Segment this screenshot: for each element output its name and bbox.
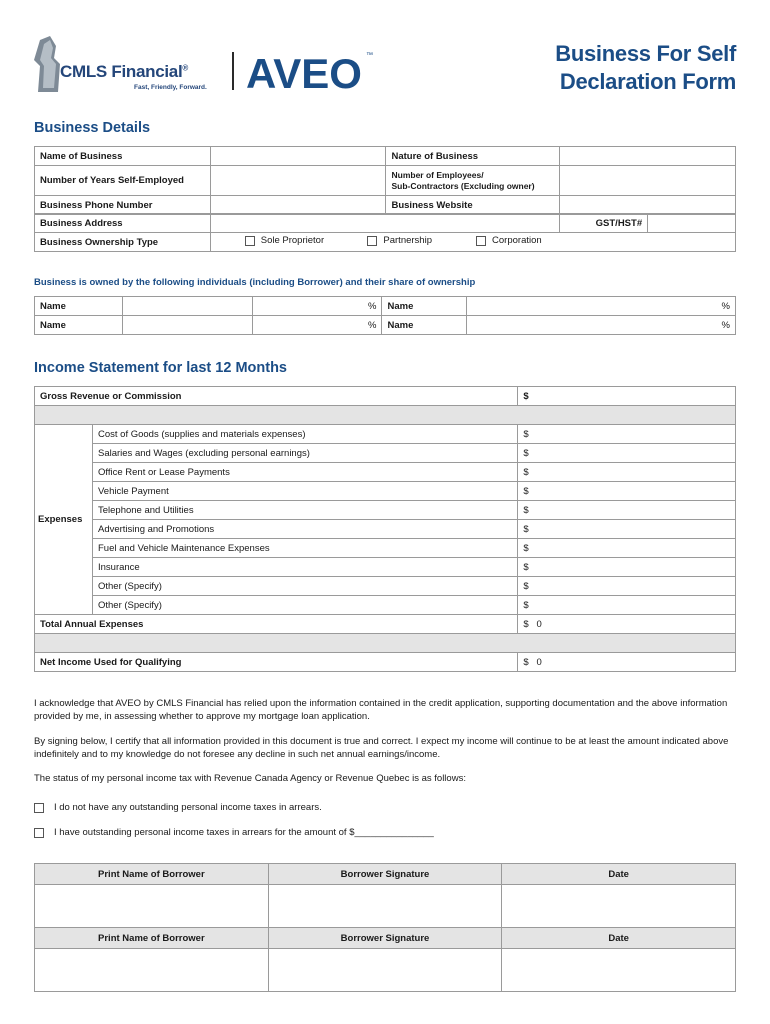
business-address-table [34, 213, 736, 252]
expense-item-field[interactable]: $ [518, 425, 736, 444]
aveo-logo: AVEO [246, 50, 362, 97]
owner-name-field[interactable] [122, 297, 252, 316]
logo-divider [232, 52, 234, 90]
signature-field[interactable] [268, 885, 502, 928]
expense-item-label: Vehicle Payment [92, 482, 517, 501]
form-title-line2: Declaration Form [559, 69, 736, 94]
print-name-header: Print Name of Borrower [35, 864, 269, 885]
owner-percent-field[interactable]: % [467, 316, 736, 335]
expense-item-label: Cost of Goods (supplies and materials expenses) [92, 425, 517, 444]
certification-paragraph: By signing below, I certify that all information provided in this document is true and correct. I expect my income will continue to be at least the amount indicated above indefinitely and to my knowledge do not foresee any decline in such net annual earnings/income. [34, 736, 729, 760]
phone-label: Business Phone Number [35, 196, 211, 215]
cmls-logo [34, 36, 234, 98]
acknowledgement-paragraph: I acknowledge that AVEO by CMLS Financial has relied upon the information contained in the credit application, supporting documentation and the above information provided by me, in assessing whether to approve my mortgage loan application. [34, 698, 728, 722]
owner-percent-field[interactable]: % [467, 297, 736, 316]
ownership-type-label: Business Ownership Type [35, 233, 211, 252]
cmls-emblem-icon [34, 36, 62, 92]
ownership-note: Business is owned by the following individuals (including Borrower) and their share of ownership [34, 277, 476, 288]
business-details-title: Business Details [34, 120, 151, 136]
expense-item-label: Telephone and Utilities [92, 501, 517, 520]
phone-field[interactable] [210, 196, 386, 215]
expense-item-label: Other (Specify) [92, 577, 517, 596]
checkbox[interactable] [245, 236, 255, 246]
signature-header: Borrower Signature [268, 864, 502, 885]
expense-item-label: Other (Specify) [92, 596, 517, 615]
owner-name-label: Name [382, 297, 467, 316]
expense-item-field[interactable]: $ [518, 596, 736, 615]
employees-label: Number of Employees/ Sub-Contractors (Excluding owner) [386, 166, 560, 196]
spacer-row [35, 406, 736, 425]
nature-of-business-field[interactable] [560, 147, 736, 166]
expense-item-field[interactable]: $ [518, 444, 736, 463]
total-expenses-label: Total Annual Expenses [35, 615, 518, 634]
gst-label: GST/HST# [560, 214, 648, 233]
owner-percent-field[interactable]: % [252, 316, 382, 335]
print-name-field[interactable] [35, 885, 269, 928]
website-field[interactable] [560, 196, 736, 215]
spacer-row [35, 634, 736, 653]
net-income-label: Net Income Used for Qualifying [35, 653, 518, 672]
sole-proprietor-option[interactable]: Sole Proprietor [245, 235, 365, 246]
form-title [555, 40, 736, 96]
date-field[interactable] [502, 949, 736, 992]
checkbox[interactable] [34, 803, 44, 813]
aveo-trademark: ™ [366, 52, 373, 59]
owner-name-label: Name [35, 316, 123, 335]
checkbox[interactable] [367, 236, 377, 246]
years-self-employed-label: Number of Years Self-Employed [35, 166, 211, 196]
print-name-field[interactable] [35, 949, 269, 992]
signature-header: Borrower Signature [268, 928, 502, 949]
ownership-table [34, 296, 736, 335]
expense-item-label: Salaries and Wages (excluding personal earnings) [92, 444, 517, 463]
expense-item-field[interactable]: $ [518, 482, 736, 501]
nature-of-business-label: Nature of Business [386, 147, 560, 166]
partnership-option[interactable]: Partnership [367, 235, 473, 246]
signature-table [34, 863, 736, 992]
expense-item-label: Advertising and Promotions [92, 520, 517, 539]
owner-name-label: Name [35, 297, 123, 316]
total-expenses-value: 0 [536, 618, 542, 630]
net-income-value: 0 [536, 656, 542, 668]
business-details-table [34, 146, 736, 215]
net-income-field[interactable]: $ 0 [518, 653, 736, 672]
checkbox[interactable] [34, 828, 44, 838]
expense-item-label: Fuel and Vehicle Maintenance Expenses [92, 539, 517, 558]
tax-status-paragraph: The status of my personal income tax with Revenue Canada Agency or Revenue Quebec is as follows: [34, 773, 466, 784]
owner-percent-field[interactable]: % [252, 297, 382, 316]
income-table [34, 386, 736, 672]
expense-item-field[interactable]: $ [518, 463, 736, 482]
income-statement-title: Income Statement for last 12 Months [34, 360, 287, 376]
form-header [0, 0, 770, 115]
expense-item-field[interactable]: $ [518, 520, 736, 539]
checkbox[interactable] [476, 236, 486, 246]
address-label: Business Address [35, 214, 211, 233]
cmls-brand-text: CMLS Financial® [60, 62, 188, 81]
form-title-line1: Business For Self [555, 41, 736, 66]
owner-name-label: Name [382, 316, 467, 335]
signature-field[interactable] [268, 949, 502, 992]
name-of-business-label: Name of Business [35, 147, 211, 166]
corporation-option[interactable]: Corporation [476, 235, 542, 246]
employees-field[interactable] [560, 166, 736, 196]
expense-item-field[interactable]: $ [518, 558, 736, 577]
years-self-employed-field[interactable] [210, 166, 386, 196]
website-label: Business Website [386, 196, 560, 215]
print-name-header: Print Name of Borrower [35, 928, 269, 949]
total-expenses-field[interactable]: $ 0 [518, 615, 736, 634]
address-field[interactable] [210, 214, 559, 233]
no-arrears-option[interactable]: I do not have any outstanding personal income taxes in arrears. [34, 802, 322, 813]
expense-item-field[interactable]: $ [518, 577, 736, 596]
ownership-type-options [210, 233, 735, 252]
gross-revenue-label: Gross Revenue or Commission [35, 387, 518, 406]
date-header: Date [502, 864, 736, 885]
expense-item-label: Insurance [92, 558, 517, 577]
gross-revenue-field[interactable]: $ [518, 387, 736, 406]
date-field[interactable] [502, 885, 736, 928]
cmls-tagline: Fast, Friendly, Forward. [134, 84, 207, 91]
expense-item-field[interactable]: $ [518, 539, 736, 558]
date-header: Date [502, 928, 736, 949]
gst-field[interactable] [648, 214, 736, 233]
name-of-business-field[interactable] [210, 147, 386, 166]
arrears-option[interactable]: I have outstanding personal income taxes in arrears for the amount of $_______________ [34, 827, 434, 838]
owner-name-field[interactable] [122, 316, 252, 335]
expense-item-field[interactable]: $ [518, 501, 736, 520]
expenses-label: Expenses [35, 425, 93, 615]
expense-item-label: Office Rent or Lease Payments [92, 463, 517, 482]
